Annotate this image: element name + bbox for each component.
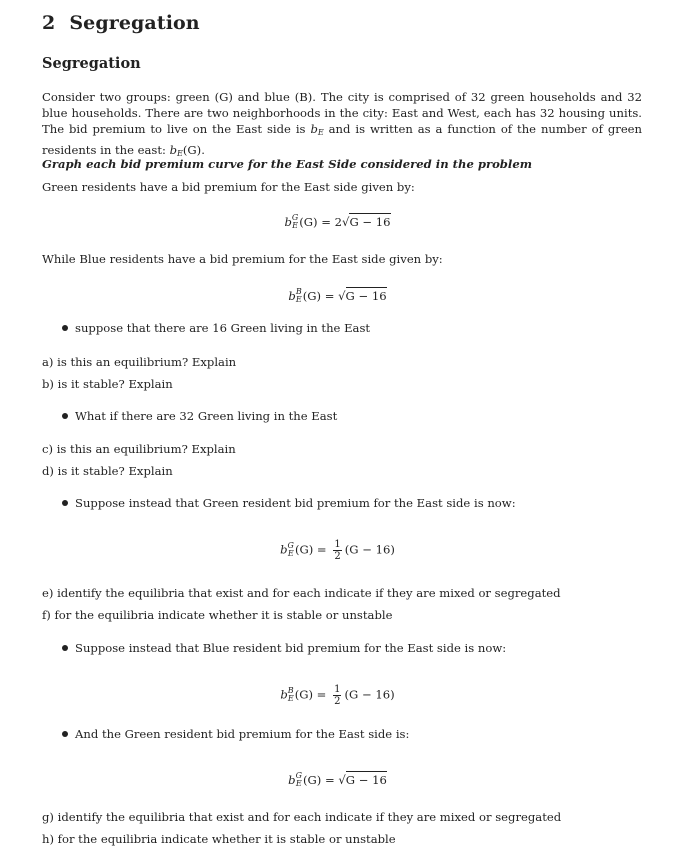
eq2-b: b bbox=[288, 289, 296, 303]
equation-green-bid bbox=[0, 215, 675, 231]
question-b: b) is it stable? Explain bbox=[42, 377, 173, 391]
eq4-fraction bbox=[333, 684, 341, 707]
section-title: Segregation bbox=[69, 12, 200, 34]
eq4-den: 2 bbox=[334, 696, 341, 707]
eq2-supsub bbox=[296, 288, 302, 304]
equation-blue-linear bbox=[0, 684, 675, 707]
bullet-text: suppose that there are 16 Green living in the East bbox=[75, 321, 371, 335]
eq4-sub: E bbox=[287, 693, 294, 703]
bullet-icon bbox=[62, 731, 68, 737]
subsection-title: Segregation bbox=[42, 55, 141, 72]
eq3-supsub bbox=[288, 542, 294, 558]
eq5-b: b bbox=[288, 773, 296, 787]
eq3-sup: G bbox=[287, 540, 294, 550]
section-number: 2 bbox=[42, 12, 56, 34]
bullet-text: Suppose instead that Blue resident bid premium for the East side is now: bbox=[75, 641, 507, 655]
eq3-den: 2 bbox=[334, 551, 341, 562]
section-heading bbox=[42, 12, 200, 34]
bullet-item-32-green bbox=[62, 409, 337, 423]
eq1-sup: G bbox=[291, 213, 299, 222]
eq1-b: b bbox=[284, 215, 292, 229]
eq2-sup: B bbox=[295, 287, 302, 296]
bullet-text: What if there are 32 Green living in the East bbox=[75, 409, 338, 423]
eq5-sub: E bbox=[295, 779, 302, 788]
eq2-sqrt: √G − 16 bbox=[338, 289, 387, 303]
intro-text-middle: and is written as a function of the number of green residents in the east: bbox=[42, 122, 643, 157]
eq2-lhs: (G) = bbox=[302, 289, 339, 303]
eq4-sup: B bbox=[287, 685, 294, 695]
eq1-radicand: G − 16 bbox=[349, 215, 391, 229]
eq3-fraction bbox=[333, 539, 341, 562]
bullet-text: Suppose instead that Green resident bid premium for the East side is now: bbox=[75, 496, 516, 510]
intro-paragraph bbox=[42, 89, 642, 162]
question-d: d) is it stable? Explain bbox=[42, 464, 173, 478]
intro-func: (G) bbox=[182, 142, 202, 157]
intro-bid-symbol-2: b bbox=[169, 142, 178, 157]
eq1-sub: E bbox=[292, 221, 298, 230]
eq4-b: b bbox=[280, 687, 288, 702]
bullet-item-green-new-bid bbox=[62, 496, 516, 510]
bullet-icon bbox=[62, 325, 68, 331]
eq3-lhs: (G) = bbox=[294, 542, 331, 557]
eq5-sqrt: √G − 16 bbox=[338, 773, 387, 787]
blue-intro: While Blue residents have a bid premium for the East side given by: bbox=[42, 252, 443, 266]
question-c: c) is this an equilibrium? Explain bbox=[42, 442, 236, 456]
eq3-b: b bbox=[280, 542, 288, 557]
equation-green-sqrt bbox=[0, 773, 675, 789]
intro-bid-sub: E bbox=[317, 128, 324, 138]
question-g: g) identify the equilibria that exist and for each indicate if they are mixed or segregated bbox=[42, 810, 562, 824]
intro-bid-sub-2: E bbox=[177, 148, 183, 158]
eq2-radicand: G − 16 bbox=[345, 289, 387, 303]
eq5-radicand: G − 16 bbox=[345, 773, 387, 787]
eq1-lhs: (G) = 2 bbox=[299, 215, 343, 229]
eq1-sqrt: √G − 16 bbox=[342, 215, 391, 229]
equation-blue-bid bbox=[0, 289, 675, 305]
intro-end: . bbox=[201, 142, 205, 157]
bullet-item-blue-new-bid bbox=[62, 641, 506, 655]
eq4-rhs: (G − 16) bbox=[344, 687, 395, 702]
question-a: a) is this an equilibrium? Explain bbox=[42, 355, 237, 369]
equation-green-linear bbox=[0, 539, 675, 562]
bullet-item-16-green bbox=[62, 321, 370, 335]
eq2-sub: E bbox=[295, 295, 302, 304]
question-e: e) identify the equilibria that exist and for each indicate if they are mixed or segregated bbox=[42, 586, 561, 600]
eq3-rhs: (G − 16) bbox=[344, 542, 395, 557]
eq5-supsub bbox=[296, 772, 302, 788]
question-f: f) for the equilibria indicate whether it is stable or unstable bbox=[42, 608, 393, 622]
bullet-item-green-sqrt-bid bbox=[62, 727, 409, 741]
eq5-sup: G bbox=[295, 771, 302, 780]
bullet-icon bbox=[62, 500, 68, 506]
green-intro: Green residents have a bid premium for the East side given by: bbox=[42, 180, 415, 194]
bullet-icon bbox=[62, 413, 68, 419]
eq3-sub: E bbox=[287, 548, 294, 558]
eq4-lhs: (G) = bbox=[294, 687, 331, 702]
eq5-lhs: (G) = bbox=[302, 773, 339, 787]
intro-bid-symbol: b bbox=[310, 122, 318, 137]
bullet-text: And the Green resident bid premium for the East side is: bbox=[75, 727, 410, 741]
eq4-supsub bbox=[288, 687, 294, 703]
eq1-supsub bbox=[292, 214, 298, 230]
task-instruction: Graph each bid premium curve for the East Side considered in the problem bbox=[42, 157, 532, 171]
intro-text-before: Consider two groups: green (G) and blue (B). The city is comprised of 32 green households and 32 blue households. There are two neighborhoods in the city: East and West, each has 32 housing units. The bid premium to live on the East side is bbox=[42, 90, 642, 137]
question-h: h) for the equilibria indicate whether it is stable or unstable bbox=[42, 832, 396, 846]
eq3-num: 1 bbox=[334, 539, 341, 550]
eq4-num: 1 bbox=[334, 684, 341, 695]
bullet-icon bbox=[62, 645, 68, 651]
